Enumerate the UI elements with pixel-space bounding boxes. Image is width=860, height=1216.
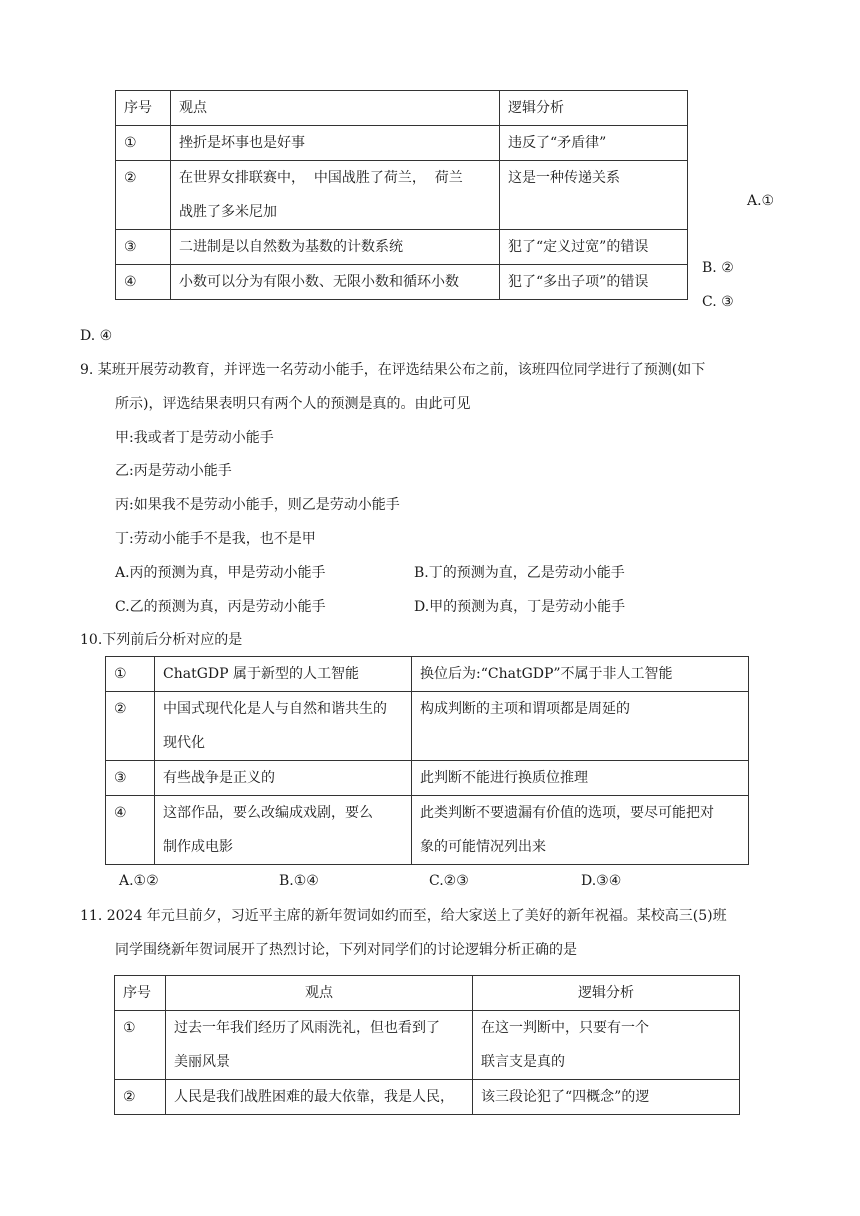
row-right-line: 象的可能情况列出来 [420, 839, 546, 855]
row-num: ① [115, 1011, 166, 1080]
row-view-line: 在世界女排联赛中， 中国战胜了荷兰， 荷兰 [179, 170, 463, 186]
q9-prediction: 丁:劳动小能手不是我，也不是甲 [115, 531, 316, 547]
row-num: ③ [106, 761, 155, 796]
header-view: 观点 [166, 976, 473, 1011]
q11-stem-line1: 11. 2024 年元旦前夕，习近平主席的新年贺词如约而至，给大家送上了美好的新年祝福。某校高三(5)班 [80, 908, 727, 924]
q8-option-b: B. ② [702, 260, 734, 276]
q10-option-c: C.②③ [429, 873, 469, 889]
header-view: 观点 [171, 91, 500, 126]
row-left-line: 中国式现代化是人与自然和谐共生的 [163, 701, 387, 717]
row-left-line: 制作成电影 [163, 839, 233, 855]
row-left-line: 现代化 [163, 735, 205, 751]
table-row [106, 657, 749, 692]
row-num: ① [116, 126, 171, 161]
table-row [116, 161, 688, 230]
q9-option-a: A.丙的预测为真，甲是劳动小能手 [115, 565, 326, 581]
row-view-line: 美丽风景 [174, 1054, 230, 1070]
row-right: 此判断不能进行换质位推理 [412, 761, 749, 796]
row-analysis [473, 1011, 740, 1080]
row-analysis: 犯了“定义过宽”的错误 [500, 230, 688, 265]
table-row [115, 1080, 740, 1115]
q9-option-d: D.甲的预测为真，丁是劳动小能手 [414, 599, 626, 615]
row-right [412, 796, 749, 865]
row-left [155, 796, 412, 865]
table-row [115, 1011, 740, 1080]
row-view: 二进制是以自然数为基数的计数系统 [171, 230, 500, 265]
q10-stem: 10.下列前后分析对应的是 [80, 632, 243, 648]
header-analysis: 逻辑分析 [473, 976, 740, 1011]
header-num: 序号 [116, 91, 171, 126]
q8-option-c: C. ③ [702, 294, 734, 310]
row-analysis-line: 在这一判断中，只要有一个 [481, 1020, 649, 1036]
row-left: ChatGDP 属于新型的人工智能 [155, 657, 412, 692]
table-row [116, 265, 688, 300]
row-view [166, 1011, 473, 1080]
table-row [106, 796, 749, 865]
row-analysis: 犯了“多出子项”的错误 [500, 265, 688, 300]
row-right: 构成判断的主项和谓项都是周延的 [412, 692, 749, 761]
row-right: 换位后为:“ChatGDP”不属于非人工智能 [412, 657, 749, 692]
row-view [171, 161, 500, 230]
table-row [116, 91, 688, 126]
row-num: ② [115, 1080, 166, 1115]
row-left [155, 692, 412, 761]
q10-table [105, 656, 749, 865]
q10-option-b: B.①④ [279, 873, 319, 889]
header-analysis: 逻辑分析 [500, 91, 688, 126]
row-view: 挫折是坏事也是好事 [171, 126, 500, 161]
q9-prediction: 丙:如果我不是劳动小能手，则乙是劳动小能手 [115, 497, 400, 513]
table-row [106, 692, 749, 761]
row-left: 有些战争是正义的 [155, 761, 412, 796]
table-row [115, 976, 740, 1011]
row-num: ② [106, 692, 155, 761]
row-right-line: 此类判断不要遗漏有价值的选项，要尽可能把对 [420, 805, 714, 821]
row-num: ④ [106, 796, 155, 865]
row-num: ③ [116, 230, 171, 265]
q8-table [115, 90, 688, 300]
row-view-line: 过去一年我们经历了风雨洗礼，但也看到了 [174, 1020, 440, 1036]
table-row [116, 126, 688, 161]
row-num: ④ [116, 265, 171, 300]
q9-prediction: 甲:我或者丁是劳动小能手 [115, 430, 274, 446]
row-analysis-line: 联言支是真的 [481, 1054, 565, 1070]
row-view: 小数可以分为有限小数、无限小数和循环小数 [171, 265, 500, 300]
q11-table [114, 975, 740, 1115]
q10-option-d: D.③④ [581, 873, 622, 889]
q8-option-d: D. ④ [80, 328, 113, 344]
q9-option-b: B.丁的预测为直，乙是劳动小能手 [414, 565, 625, 581]
row-view-line: 战胜了多米尼加 [179, 204, 277, 220]
table-row [116, 230, 688, 265]
q9-prediction: 乙:丙是劳动小能手 [115, 463, 232, 479]
row-left-line: 这部作品，要么改编成戏剧，要么 [163, 805, 373, 821]
q9-stem-line1: 9. 某班开展劳动教育，并评选一名劳动小能手，在评选结果公布之前，该班四位同学进行了预测(如下 [80, 362, 706, 378]
table-row [106, 761, 749, 796]
q11-stem-line2: 同学围绕新年贺词展开了热烈讨论，下列对同学们的讨论逻辑分析正确的是 [115, 942, 577, 958]
row-view: 人民是我们战胜困难的最大依靠，我是人民， [166, 1080, 473, 1115]
q8-option-a: A.① [747, 193, 775, 209]
q9-stem-line2: 所示)，评选结果表明只有两个人的预测是真的。由此可见 [115, 396, 471, 412]
row-analysis: 违反了“矛盾律” [500, 126, 688, 161]
q9-option-c: C.乙的预测为真，丙是劳动小能手 [115, 599, 326, 615]
row-num: ② [116, 161, 171, 230]
header-num: 序号 [115, 976, 166, 1011]
q10-option-a: A.①② [119, 873, 159, 889]
row-num: ① [106, 657, 155, 692]
row-analysis: 这是一种传递关系 [500, 161, 688, 230]
row-analysis: 该三段论犯了“四概念”的逻 [473, 1080, 740, 1115]
